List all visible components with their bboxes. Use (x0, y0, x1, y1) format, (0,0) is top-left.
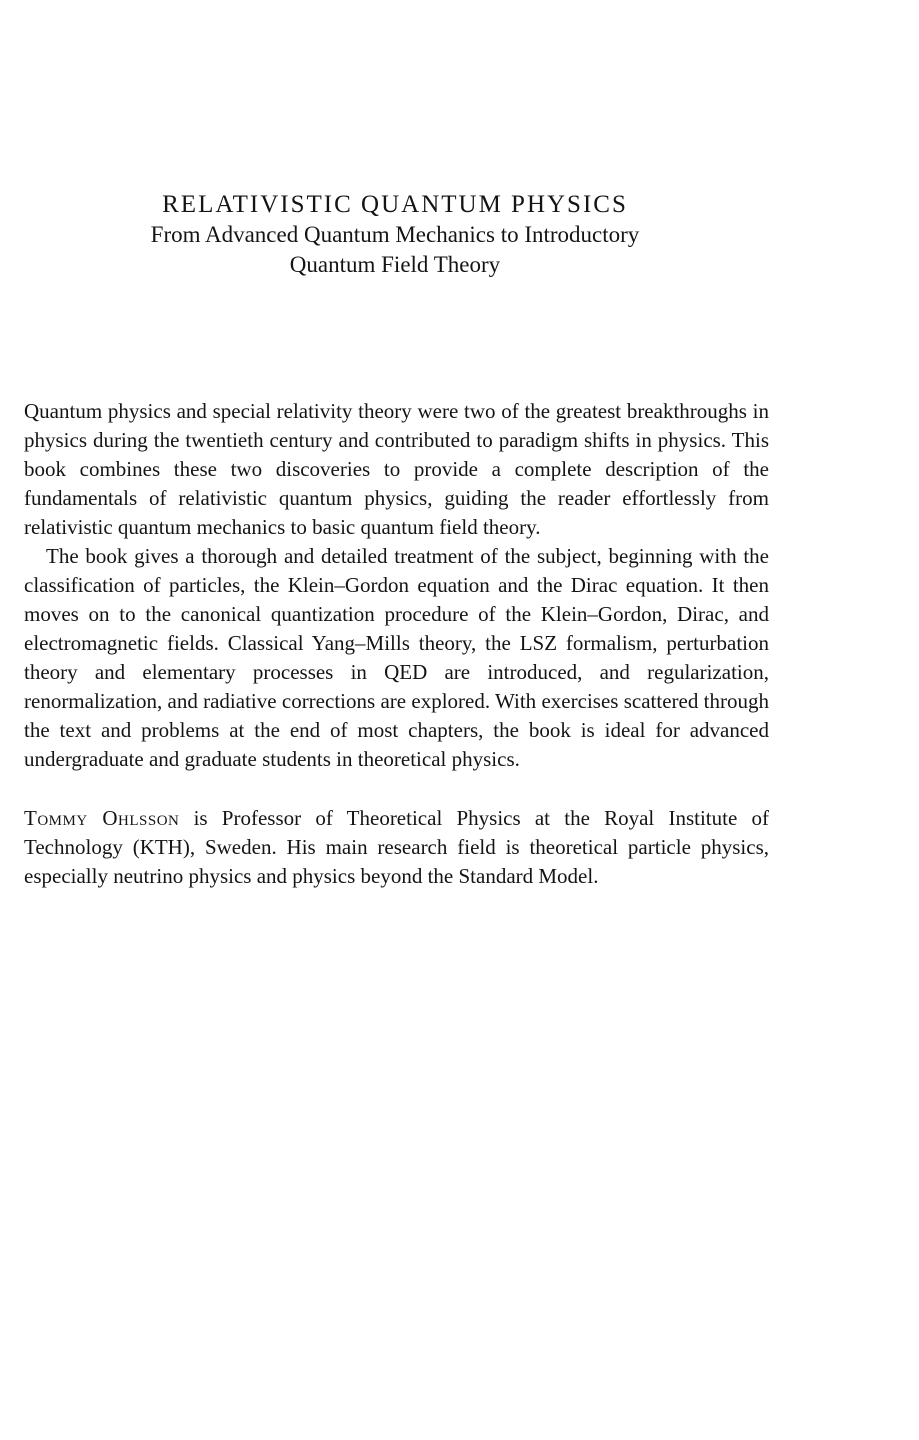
author-bio-text: is Professor of Theoretical Physics at the Royal Institute of Technology (KTH), Sweden. His main research field is theoretical particle physics, especially neutrino physics and physics beyond the Standard Model. (24, 806, 769, 888)
author-name: Tommy Ohlsson (24, 806, 180, 830)
book-subtitle-line-2: Quantum Field Theory (289, 252, 501, 277)
book-description (24, 397, 769, 774)
description-paragraph-2: The book gives a thorough and detailed treatment of the subject, beginning with the classification of particles, the Klein–Gordon equation and the Dirac equation. It then moves on to the canonical quantization procedure of the Klein–Gordon, Dirac, and electromagnetic fields. Classical Yang–Mills theory, the LSZ formalism, perturbation theory and elementary processes in QED are introduced, and regularization, renormalization, and radiative corrections are explored. With exercises scattered through the text and problems at the end of most chapters, the book is ideal for advanced undergraduate and graduate students in theoretical physics. (24, 544, 769, 771)
author-bio-paragraph (24, 804, 769, 891)
author-bio (24, 804, 769, 891)
description-paragraph-1: Quantum physics and special relativity theory were two of the greatest breakthroughs in physics during the twentieth century and contributed to paradigm shifts in physics. This book combines these two discoveries to provide a complete description of the fundamentals of relativistic quantum physics, guiding the reader effortlessly from relativistic quantum mechanics to basic quantum field theory. (24, 399, 769, 539)
title-block (0, 190, 790, 280)
book-title: RELATIVISTIC QUANTUM PHYSICS (162, 191, 628, 218)
book-subtitle-line-1: From Advanced Quantum Mechanics to Introductory (150, 222, 640, 247)
